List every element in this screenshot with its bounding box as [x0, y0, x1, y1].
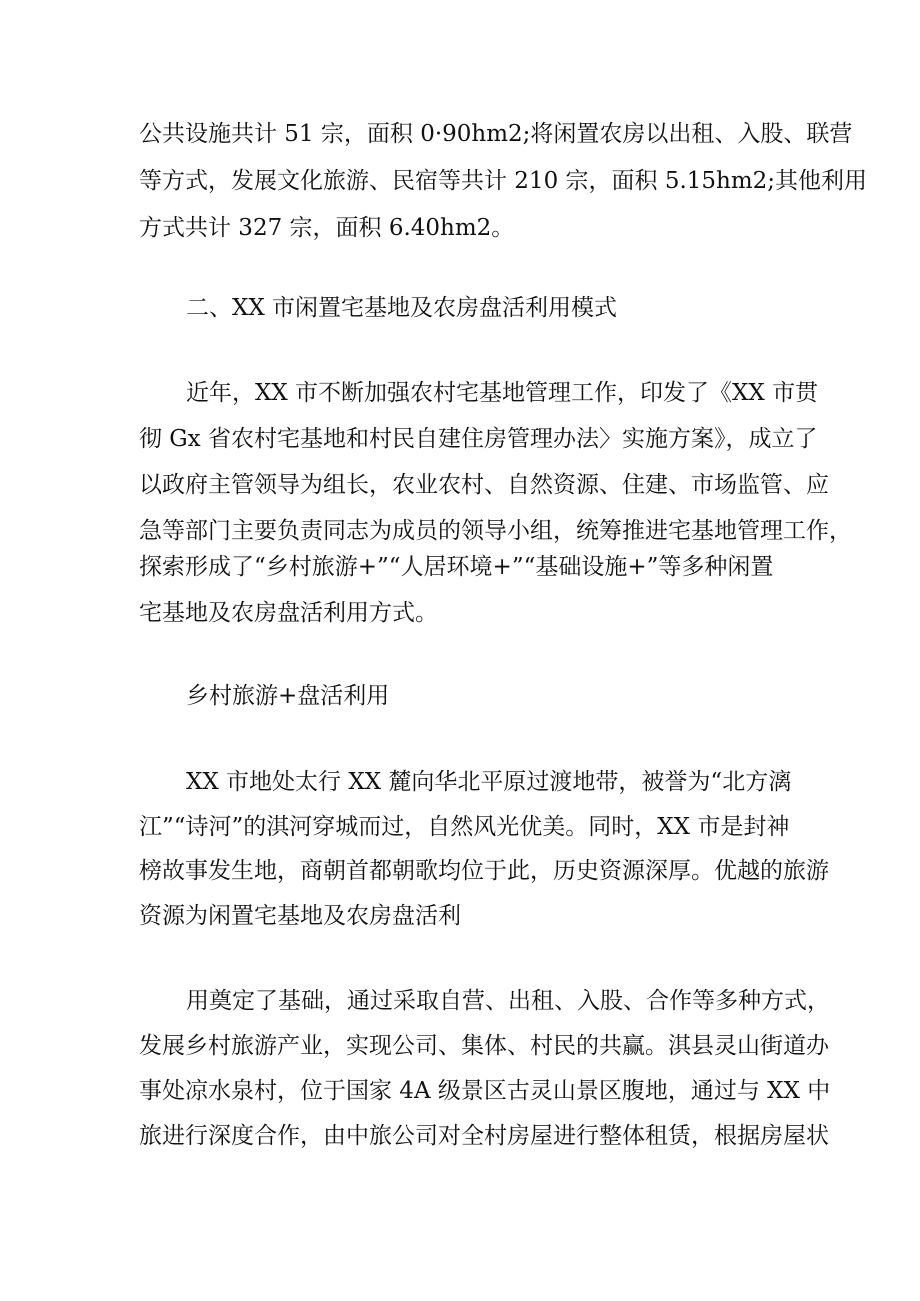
text-line: XX 市地处太行 XX 麓向华北平原过渡地带，被誉为“北方漓	[186, 769, 792, 795]
text-line: 急等部门主要负责同志为成员的领导小组，统筹推进宅基地管理工作，	[139, 518, 852, 544]
subheading-text: 乡村旅游+盘活利用	[186, 683, 390, 709]
text-line: 公共设施共计 51 宗，面积 0·90hm2;将闲置农房以出租、入股、联营	[139, 121, 853, 147]
text-line: 以政府主管领导为组长，农业农村、自然资源、住建、市场监管、应	[139, 472, 829, 498]
text-line: 旅进行深度合作，由中旅公司对全村房屋进行整体租赁，根据房屋状	[139, 1123, 829, 1149]
text-line: 等方式，发展文化旅游、民宿等共计 210 宗，面积 5.15hm2;其他利用	[139, 168, 868, 194]
text-line: 用奠定了基础，通过采取自营、出租、入股、合作等多种方式，	[186, 988, 830, 1014]
text-line: 榜故事发生地，商朝首都朝歌均位于此，历史资源深厚。优越的旅游	[139, 858, 829, 884]
text-line: 彻 Gx 省农村宅基地和村民自建住房管理办法〉实施方案》，成立了	[139, 426, 818, 452]
text-line: 江”“诗河”的淇河穿城而过，自然风光优美。同时，XX 市是封神	[139, 814, 790, 840]
text-line: 方式共计 327 宗，面积 6.40hm2。	[139, 215, 515, 241]
text-line: 事处凉水泉村，位于国家 4A 级景区古灵山景区腹地，通过与 XX 中	[139, 1078, 831, 1104]
text-line: 宅基地及农房盘活利用方式。	[139, 600, 438, 626]
text-line: 发展乡村旅游产业，实现公司、集体、村民的共赢。淇县灵山街道办	[139, 1033, 829, 1059]
text-line: 资源为闲置宅基地及农房盘活利	[139, 903, 461, 929]
text-line: 探索形成了“乡村旅游+”“人居环境+”“基础设施+”等多种闲置	[139, 554, 774, 580]
text-line: 近年，XX 市不断加强农村宅基地管理工作，印发了《XX 市贯	[186, 380, 819, 406]
heading-text: 二、XX 市闲置宅基地及农房盘活利用模式	[186, 295, 618, 321]
